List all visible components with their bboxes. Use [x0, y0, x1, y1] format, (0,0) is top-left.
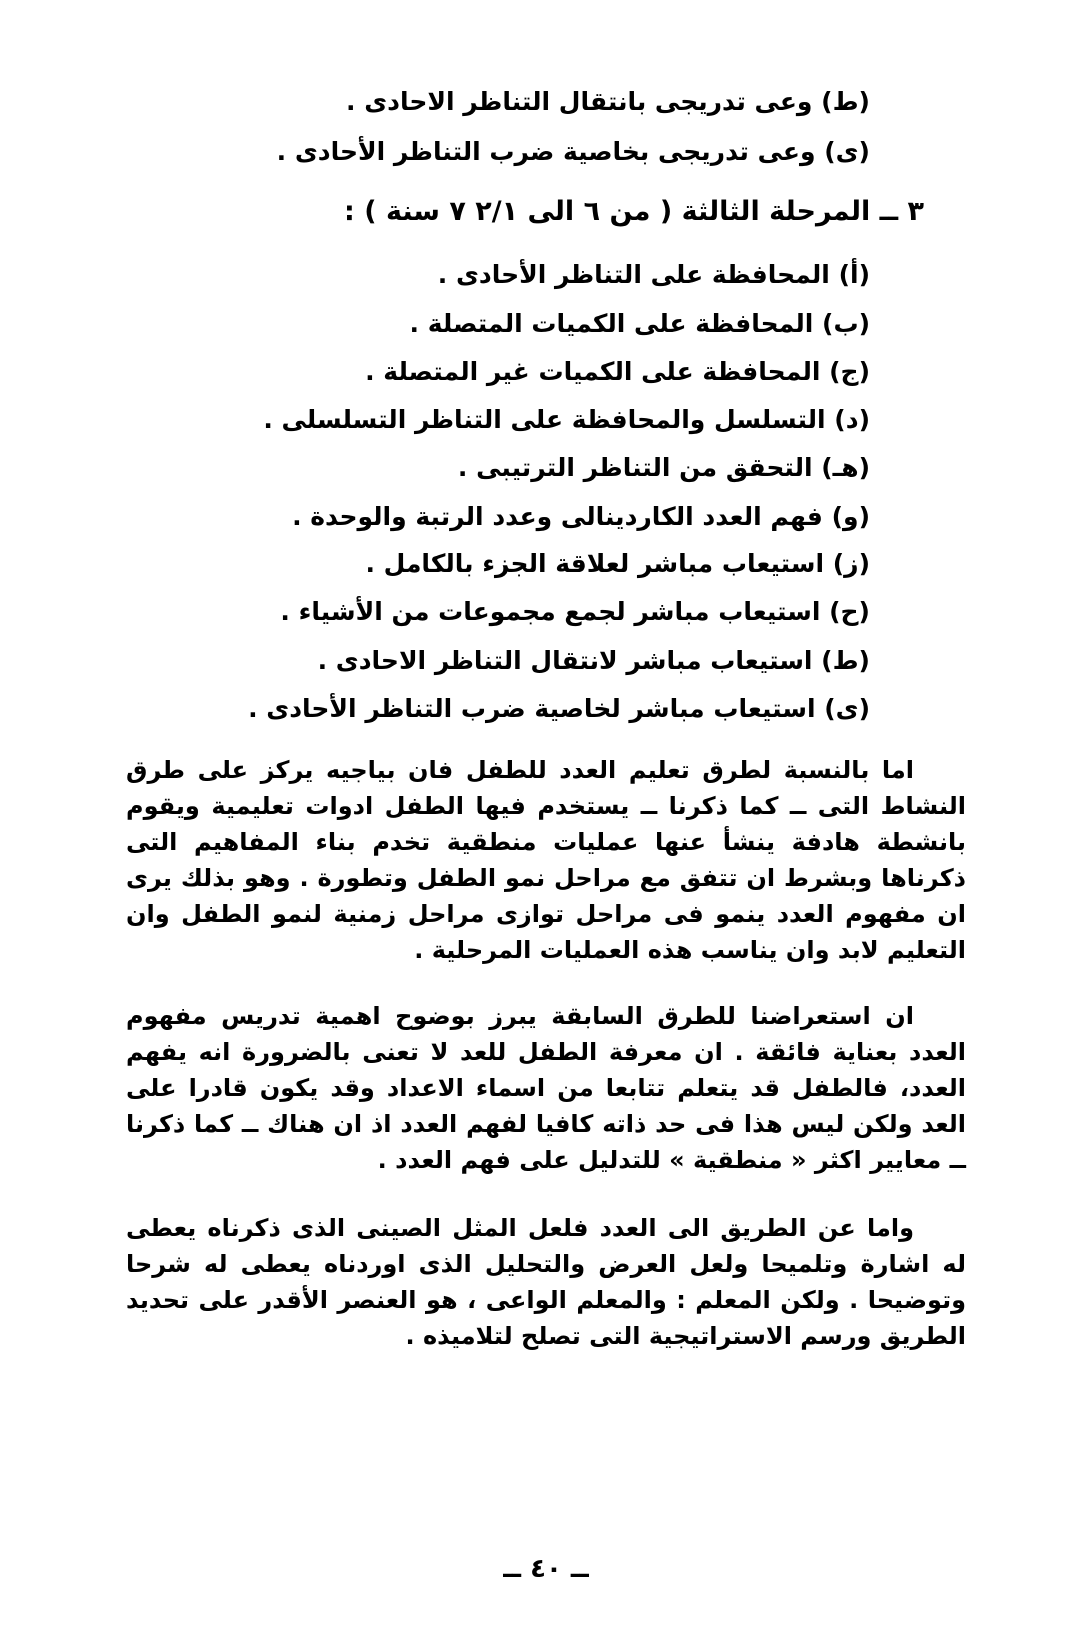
list-item: (ح) استيعاب مباشر لجمع مجموعات من الأشياء . [280, 597, 870, 626]
list-item: (ز) استيعاب مباشر لعلاقة الجزء بالكامل . [365, 549, 870, 578]
list-item: (هـ) التحقق من التناظر الترتيبى . [457, 453, 870, 482]
list-item: (ى) استيعاب مباشر لخاصية ضرب التناظر الأحادى . [248, 694, 870, 723]
list-item: (ى) وعى تدريجى بخاصية ضرب التناظر الأحادى . [276, 137, 870, 166]
body-paragraph: ان استعراضنا للطرق السابقة يبرز بوضوح اهمية تدريس مفهوم العدد بعناية فائقة . ان معرفة الطفل للعد لا تعنى بالضرورة انه يفهم العدد، فالطفل قد يتعلم تتابعا من اسماء الاعداد وقد يكون قادرا على العد ولكن ليس هذا فى حد ذاته كافيا لفهم العدد اذ ان هناك ــ كما ذكرنا ــ معايير اكثر « منطقية » للتدليل على فهم العدد . [126, 1002, 966, 1174]
body-paragraph: واما عن الطريق الى العدد فلعل المثل الصينى الذى ذكرناه يعطى له اشارة وتلميحا ولعل العرض والتحليل الذى اوردناه يعطى له شرحا وتوضيحا . ولكن المعلم : والمعلم الواعى ، هو العنصر الأقدر على تحديد الطريق ورسم الاستراتيجية التى تصلح لتلاميذه . [126, 1214, 966, 1350]
list-item: (ج) المحافظة على الكميات غير المتصلة . [365, 357, 870, 386]
list-item: (د) التسلسل والمحافظة على التناظر التسلسلى . [263, 405, 870, 434]
list-item: (ط) وعى تدريجى بانتقال التناظر الاحادى . [346, 87, 870, 116]
list-item: (و) فهم العدد الكاردينالى وعدد الرتبة والوحدة . [292, 502, 870, 531]
section-heading: ٣ ــ المرحلة الثالثة ( من ٦ الى ٢/١ ٧ سنة ) : [344, 196, 924, 227]
list-item: (ب) المحافظة على الكميات المتصلة . [409, 309, 870, 338]
list-item: (ط) استيعاب مباشر لانتقال التناظر الاحادى . [317, 646, 870, 675]
body-paragraph: اما بالنسبة لطرق تعليم العدد للطفل فان بياجيه يركز على طرق النشاط التى ــ كما ذكرنا ــ يستخدم فيها الطفل ادوات تعليمية ويقوم بانشطة هادفة ينشأ عنها عمليات منطقية تخدم بناء المفاهيم التى ذكرناها وبشرط ان تتفق مع مراحل نمو الطفل وتطورة . وهو بذلك يرى ان مفهوم العدد ينمو فى مراحل توازى مراحل زمنية لنمو الطفل وان التعليم لابد وان يناسب هذه العمليات المرحلية . [126, 756, 966, 964]
page-number: ــ ٤٠ ــ [503, 1554, 589, 1584]
list-item: (أ) المحافظة على التناظر الأحادى . [437, 260, 870, 289]
